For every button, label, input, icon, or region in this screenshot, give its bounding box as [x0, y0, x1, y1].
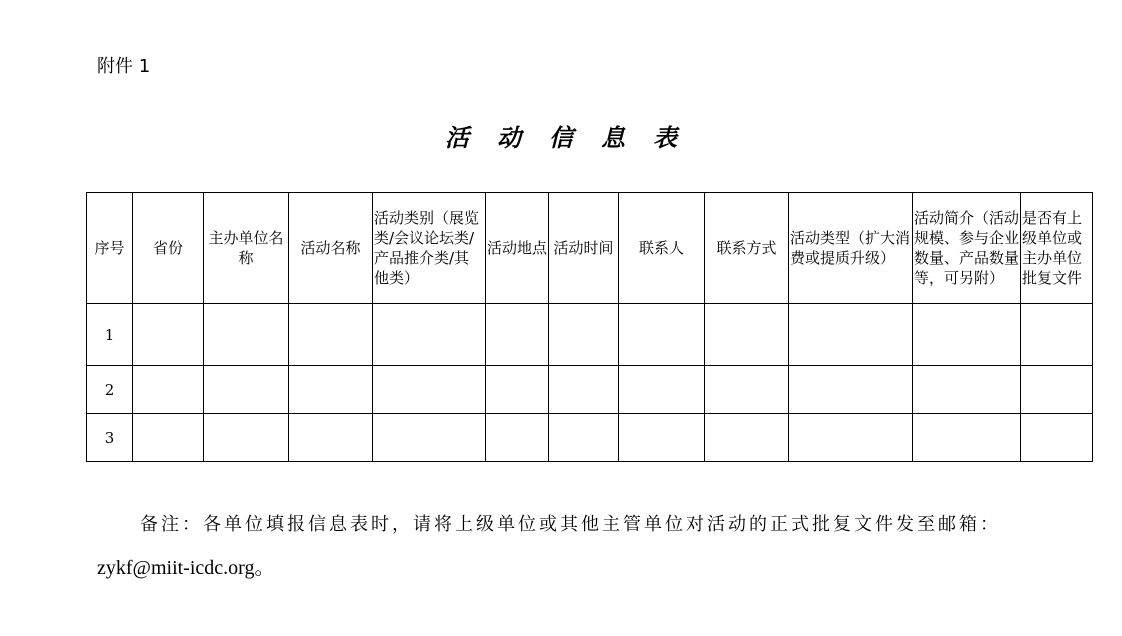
contact-email[interactable]: zykf@miit-icdc.org。	[97, 557, 275, 579]
cell-organizer[interactable]	[204, 366, 289, 414]
cell-contact-info[interactable]	[705, 414, 789, 462]
cell-approval-document[interactable]	[1021, 414, 1093, 462]
column-header-activity-summary: 活动简介（活动规模、参与企业数量、产品数量等，可另附）	[913, 193, 1021, 304]
column-header-approval-document: 是否有上级单位或主办单位批复文件	[1021, 193, 1093, 304]
cell-activity-type[interactable]	[789, 414, 913, 462]
cell-time[interactable]	[549, 414, 619, 462]
cell-time[interactable]	[549, 366, 619, 414]
cell-organizer[interactable]	[204, 414, 289, 462]
table-row	[87, 366, 1093, 414]
column-header-contact-person: 联系人	[619, 193, 705, 304]
cell-activity-name[interactable]	[289, 304, 373, 366]
cell-location[interactable]	[486, 414, 549, 462]
cell-organizer[interactable]	[204, 304, 289, 366]
cell-activity-name[interactable]	[289, 366, 373, 414]
cell-contact-person[interactable]	[619, 414, 705, 462]
table-row	[87, 414, 1093, 462]
cell-province[interactable]	[133, 304, 204, 366]
column-header-time: 活动时间	[549, 193, 619, 304]
table-row	[87, 304, 1093, 366]
column-header-index: 序号	[87, 193, 133, 304]
cell-province[interactable]	[133, 366, 204, 414]
cell-activity-type[interactable]	[789, 304, 913, 366]
cell-contact-person[interactable]	[619, 366, 705, 414]
column-header-activity-name: 活动名称	[289, 193, 373, 304]
page-title: 活动信息表	[445, 123, 705, 152]
cell-activity-category[interactable]	[373, 304, 486, 366]
column-header-organizer: 主办单位名称	[204, 193, 289, 304]
row-index: 3	[87, 414, 133, 462]
cell-activity-summary[interactable]	[913, 414, 1021, 462]
cell-activity-summary[interactable]	[913, 366, 1021, 414]
column-header-activity-type: 活动类型（扩大消费或提质升级）	[789, 193, 913, 304]
row-index: 2	[87, 366, 133, 414]
row-index: 1	[87, 304, 133, 366]
cell-approval-document[interactable]	[1021, 304, 1093, 366]
cell-province[interactable]	[133, 414, 204, 462]
attachment-label: 附件 1	[97, 56, 151, 77]
cell-time[interactable]	[549, 304, 619, 366]
column-header-location: 活动地点	[486, 193, 549, 304]
cell-contact-info[interactable]	[705, 304, 789, 366]
cell-activity-type[interactable]	[789, 366, 913, 414]
cell-location[interactable]	[486, 366, 549, 414]
cell-activity-name[interactable]	[289, 414, 373, 462]
cell-approval-document[interactable]	[1021, 366, 1093, 414]
column-header-contact-info: 联系方式	[705, 193, 789, 304]
column-header-activity-category: 活动类别（展览类/会议论坛类/产品推介类/其他类）	[373, 193, 486, 304]
footnote-remark: 备注：各单位填报信息表时，请将上级单位或其他主管单位对活动的正式批复文件发至邮箱：	[140, 514, 1001, 535]
activity-info-table	[86, 192, 1093, 462]
cell-activity-summary[interactable]	[913, 304, 1021, 366]
cell-contact-info[interactable]	[705, 366, 789, 414]
cell-activity-category[interactable]	[373, 366, 486, 414]
cell-location[interactable]	[486, 304, 549, 366]
column-header-province: 省份	[133, 193, 204, 304]
table-header-row	[87, 193, 1093, 304]
cell-contact-person[interactable]	[619, 304, 705, 366]
cell-activity-category[interactable]	[373, 414, 486, 462]
